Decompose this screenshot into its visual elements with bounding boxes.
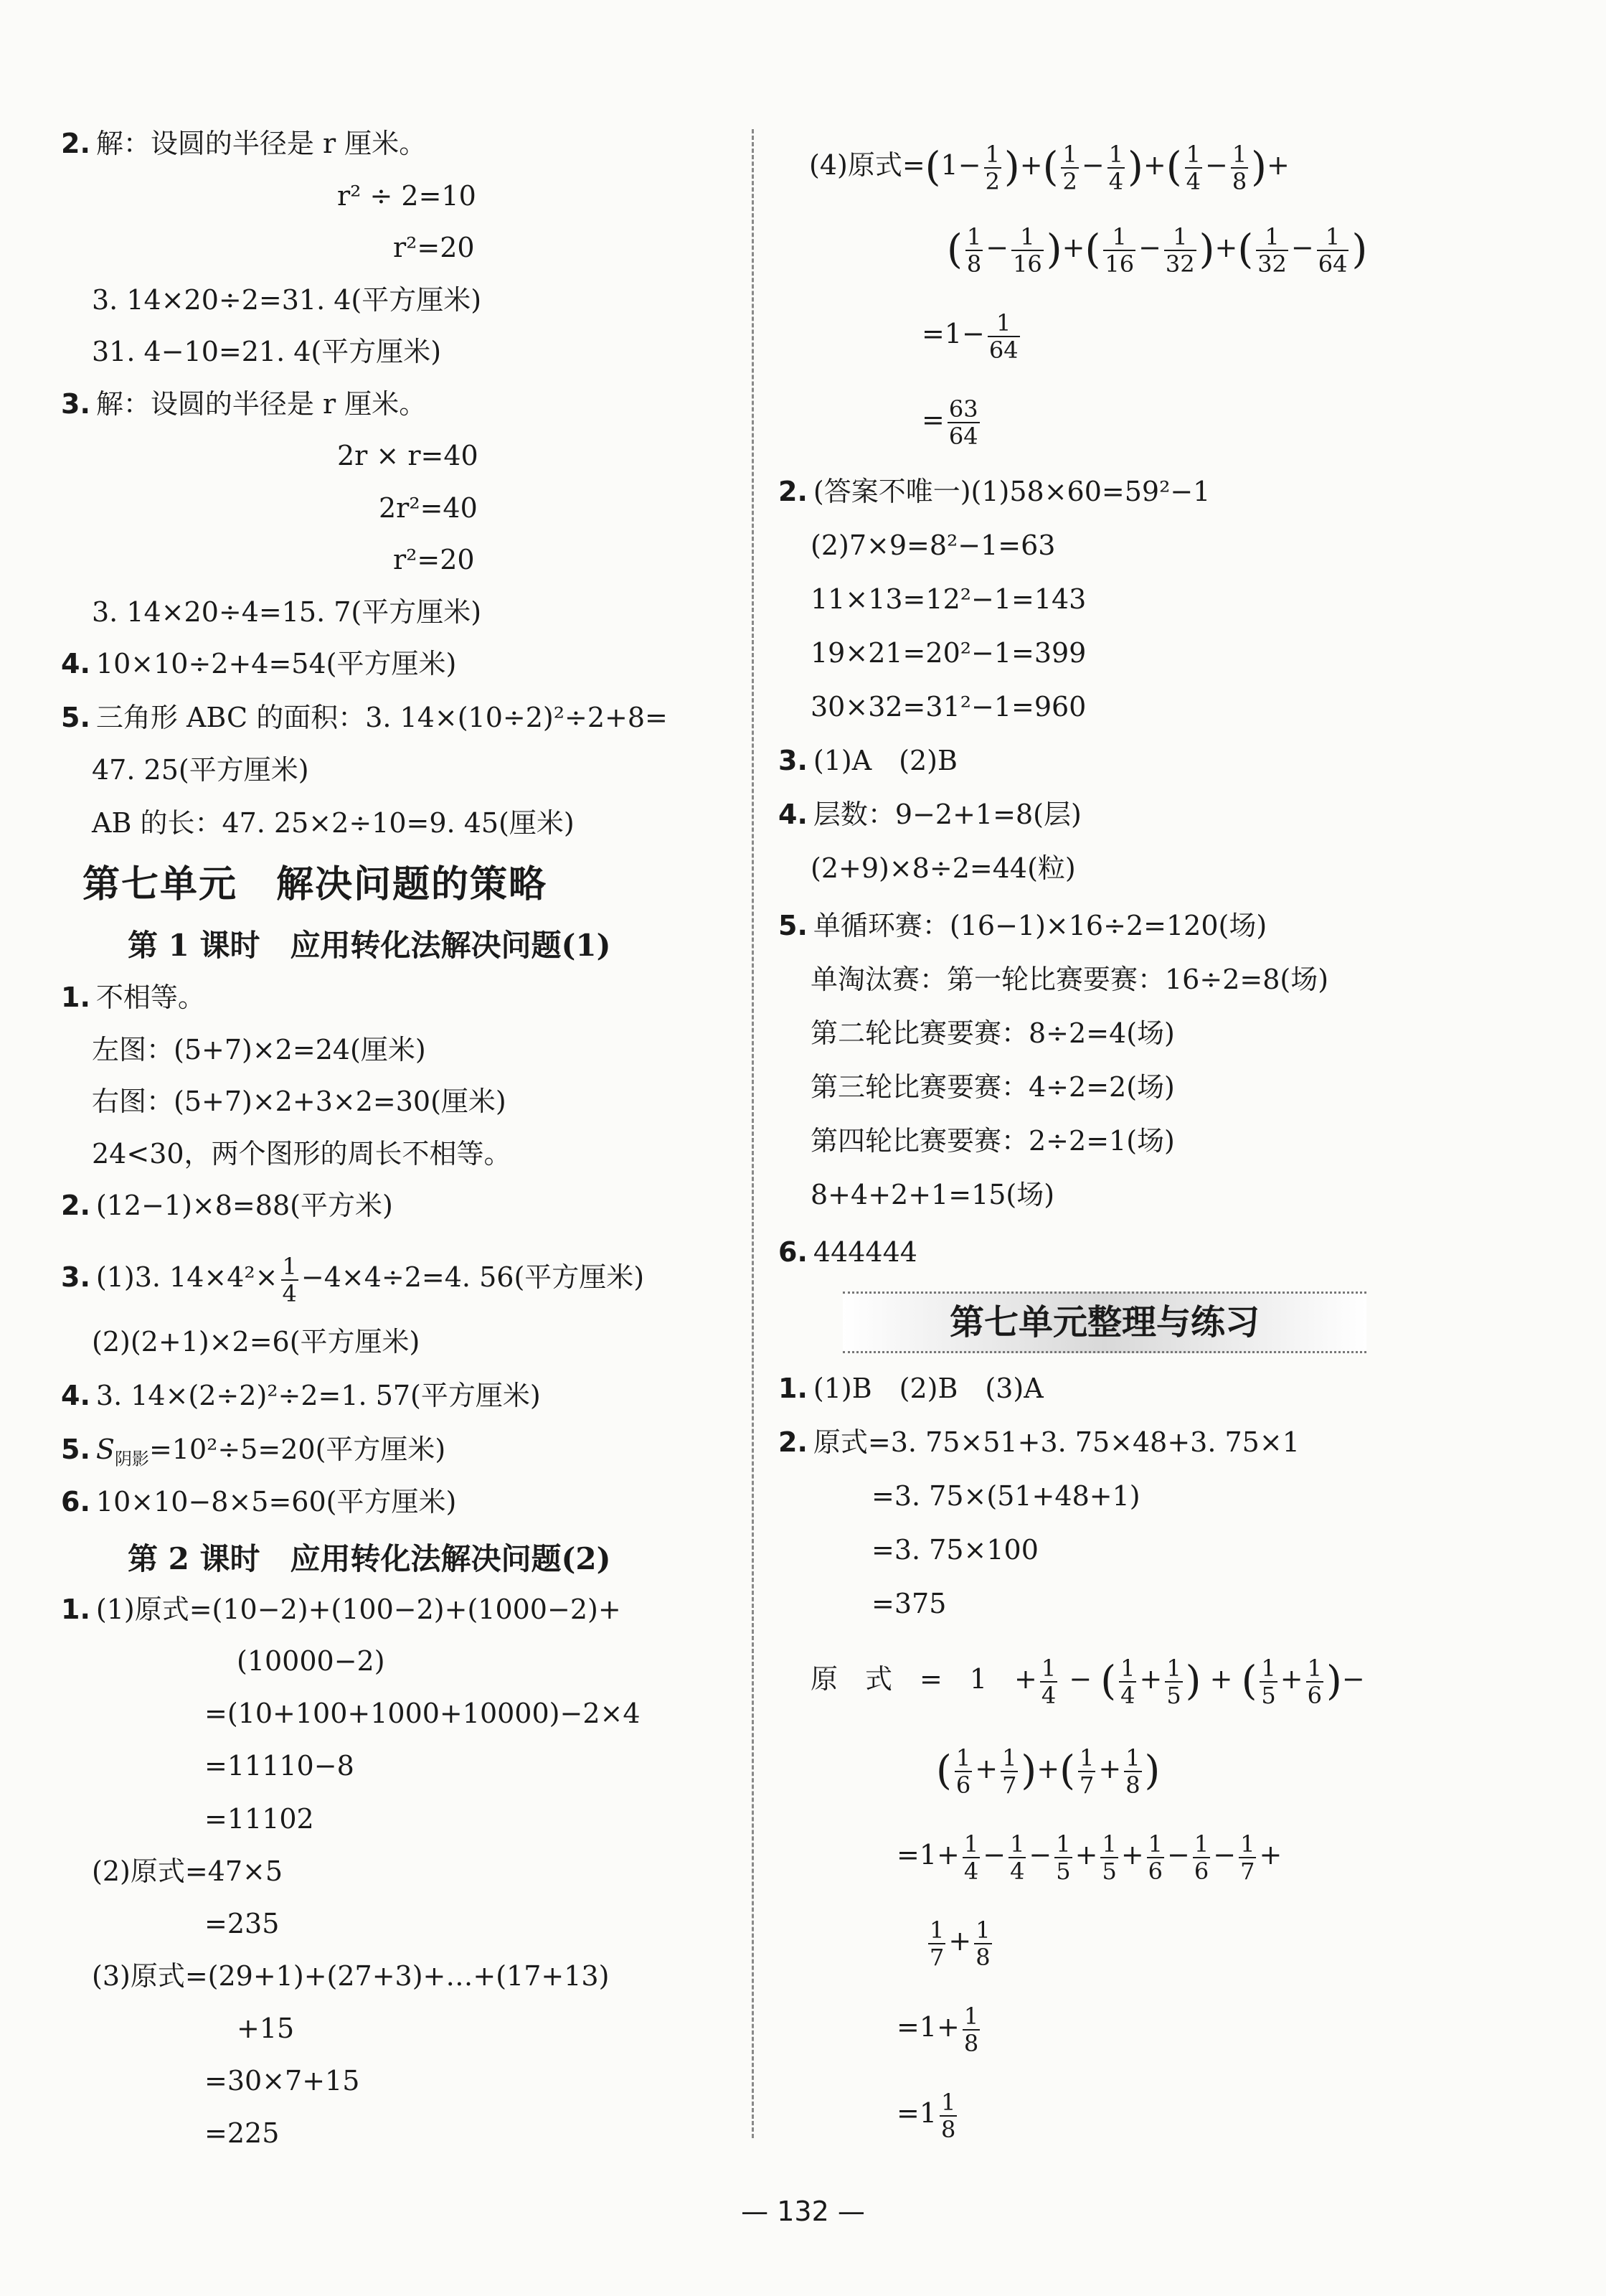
fraction: $\frac{1}{2}$ [1062,140,1077,195]
s-q3-l4: $\frac{1}{7}$ + $\frac{1}{8}$ [930,1916,991,1971]
fraction: $\frac{1}{16}$ [1013,222,1042,278]
fraction: $\frac{1}{6}$ [1148,1830,1163,1885]
r-q5-l1: 5. 单循环赛：(16−1)×16÷2=120(场) [778,910,1267,941]
fraction: $\frac{1}{2}$ [985,140,1000,195]
problem-3-intro: 3. 解：设圆的半径是 r 厘米。 [61,388,427,420]
p2-eq1: r² ÷ 2=10 [337,180,476,212]
s-q2-l2: =3. 75×(51+48+1) [872,1480,1140,1512]
l2-q1-c4: =225 [204,2117,280,2149]
l1-q1-concl: 24<30，两个图形的周长不相等。 [92,1138,511,1170]
fraction: $\frac{1}{7}$ [1240,1830,1255,1885]
p3-eq4: 3. 14×20÷4=15. 7(平方厘米) [92,596,482,628]
l2-q1-a4: =11110−8 [204,1750,354,1782]
l2-q1-b2: =235 [204,1908,280,1939]
l1-q1-right: 右图：(5+7)×2+3×2=30(厘米) [92,1086,506,1117]
fraction: $\frac{1}{16}$ [1105,222,1135,278]
p2-eq4: 31. 4−10=21. 4(平方厘米) [92,336,442,367]
fraction: $\frac{1}{6}$ [1194,1830,1209,1885]
r-q5-l4: 第三轮比赛要赛：4÷2=2(场) [811,1071,1175,1103]
l2-q1-a2: (10000−2) [237,1645,385,1677]
l2-q1-a1: 1. (1)原式=(10−2)+(100−2)+(1000−2)+ [61,1594,621,1625]
fraction: $\frac{1}{4}$ [1186,140,1201,195]
r-q5-l6: 8+4+2+1=15(场) [811,1179,1055,1210]
l2-q1-b1: (2)原式=47×5 [92,1855,283,1887]
l1-q1-left: 左图：(5+7)×2=24(厘米) [92,1034,426,1065]
fraction: $\frac{1}{7}$ [930,1916,945,1971]
s-q1: 1. (1)B (2)B (3)A [778,1373,1044,1404]
p3-eq1: 2r × r=40 [337,440,478,471]
p3-eq2: 2r²=40 [379,492,478,524]
l2-q1-a3: =(10+100+1000+10000)−2×4 [204,1698,641,1729]
r-q3: 3. (1)A (2)B [778,745,958,776]
section-title-banner: 第七单元整理与练习 [843,1292,1366,1353]
s-q2-l3: =3. 75×100 [872,1534,1039,1566]
column-divider [752,129,754,2138]
q4-row2: ( $\frac{1}{8}$ − $\frac{1}{16}$ )+( $\frac{1}{16}$ − $\frac{1}{32}$ )+( $\frac{1}{32}$ − $\frac{1}{64}$ ) [947,222,1368,278]
p2-eq3: 3. 14×20÷2=31. 4(平方厘米) [92,284,482,316]
l1-q6: 6. 10×10−8×5=60(平方厘米) [61,1486,457,1518]
s-q3-l3: =1+ $\frac{1}{4}$ − $\frac{1}{4}$ − $\frac{1}{5}$ + $\frac{1}{5}$ + $\frac{1}{6}$ − $\frac{1}{6}$ − $\frac{1}{7}$ + [897,1830,1283,1885]
problem-5-line2: 47. 25(平方厘米) [92,754,309,786]
q4-row3: =1− $\frac{1}{64}$ [922,309,1019,364]
r-q2-l5: 30×32=31²−1=960 [811,691,1087,723]
l1-q3-b: (2)(2+1)×2=6(平方厘米) [92,1326,420,1358]
fraction: $\frac{1}{4}$ [1120,1654,1135,1709]
s-q3-l5: =1+ $\frac{1}{8}$ [897,2002,979,2057]
fraction: $\frac{1}{5}$ [1166,1654,1181,1709]
q4-row1: (4)原式=(1− $\frac{1}{2}$ )+( $\frac{1}{2}$ − $\frac{1}{4}$ )+( $\frac{1}{4}$ − $\frac{1}{8}$ )+ [809,140,1290,195]
l2-q1-c3: =30×7+15 [204,2065,360,2097]
r-q5-l5: 第四轮比赛要赛：2÷2=1(场) [811,1125,1175,1157]
fraction: $\frac{1}{7}$ [1079,1744,1095,1799]
problem-5-line1: 5. 三角形 ABC 的面积：3. 14×(10÷2)²÷2+8= [61,702,668,733]
s-q3-l2: ( $\frac{1}{6}$ + $\frac{1}{7}$ )+( $\frac{1}{7}$ + $\frac{1}{8}$ ) [936,1744,1161,1799]
fraction: $\frac{1}{6}$ [1307,1654,1322,1709]
fraction: $\frac{1}{8}$ [963,2002,979,2057]
problem-4: 4. 10×10÷2+4=54(平方厘米) [61,648,457,679]
l1-q4: 4. 3. 14×(2÷2)²÷2=1. 57(平方厘米) [61,1380,541,1411]
problem-2-intro: 2. 解：设圆的半径是 r 厘米。 [61,128,427,159]
r-q5-l2: 单淘汰赛：第一轮比赛要赛：16÷2=8(场) [811,964,1329,995]
l1-q3-a: 3. (1)3. 14×4²× $\frac{1}{4}$ −4×4÷2=4. 56(平方厘米) [61,1252,645,1307]
p3-eq3: r²=20 [393,544,475,575]
l2-q1-c2: +15 [237,2013,295,2044]
fraction: $\frac{1}{8}$ [976,1916,991,1971]
fraction: $\frac{1}{7}$ [1002,1744,1017,1799]
r-q6: 6. 444444 [778,1236,917,1268]
s-q2-l1: 2. 原式=3. 75×51+3. 75×48+3. 75×1 [778,1426,1300,1458]
fraction: $\frac{1}{5}$ [1261,1654,1276,1709]
fraction: $\frac{1}{8}$ [966,222,982,278]
lesson-2-title: 第 2 课时 应用转化法解决问题(2) [128,1541,611,1576]
fraction: $\frac{1}{4}$ [1041,1654,1057,1709]
fraction: $\frac{1}{32}$ [1165,222,1195,278]
r-q5-l3: 第二轮比赛要赛：8÷2=4(场) [811,1017,1175,1049]
fraction: $\frac{1}{4}$ [1010,1830,1025,1885]
l2-q1-c1: (3)原式=(29+1)+(27+3)+…+(17+13) [92,1960,610,1992]
fraction: $\frac{1}{8}$ [1232,140,1247,195]
r-q2-l1: 2. (答案不唯一)(1)58×60=59²−1 [778,476,1211,507]
s-q3-l6: =1 $\frac{1}{8}$ [897,2088,956,2143]
problem-5-line3: AB 的长：47. 25×2÷10=9. 45(厘米) [92,807,575,839]
fraction: $\frac{1}{64}$ [1318,222,1348,278]
p2-eq2: r²=20 [393,232,475,263]
fraction: $\frac{1}{6}$ [955,1744,971,1799]
fraction: $\frac{1}{4}$ [282,1252,297,1307]
fraction: $\frac{1}{4}$ [1108,140,1124,195]
r-q2-l3: 11×13=12²−1=143 [811,583,1087,615]
fraction: $\frac{1}{4}$ [963,1830,979,1885]
r-q4-l1: 4. 层数：9−2+1=8(层) [778,799,1082,830]
s-q2-l4: =375 [872,1588,947,1619]
lesson-1-title: 第 1 课时 应用转化法解决问题(1) [128,928,611,963]
l1-q2: 2. (12−1)×8=88(平方米) [61,1190,393,1221]
fraction: $\frac{1}{5}$ [1056,1830,1071,1885]
q4-row4: = $\frac{63}{64}$ [922,395,978,450]
r-q2-l4: 19×21=20²−1=399 [811,637,1087,669]
r-q4-l2: (2+9)×8÷2=44(粒) [811,852,1076,884]
fraction: $\frac{1}{32}$ [1257,222,1287,278]
page-number: — 132 — [741,2196,865,2227]
l1-q5: 5. $S_{阴影}=10^2\div 5=20$(平方厘米) [61,1434,446,1469]
l1-q1: 1. 不相等。 [61,982,205,1013]
fraction: $\frac{1}{5}$ [1102,1830,1117,1885]
r-q2-l2: (2)7×9=8²−1=63 [811,530,1056,561]
unit-title: 第七单元 解决问题的策略 [82,862,548,906]
fraction: $\frac{1}{8}$ [941,2088,956,2143]
fraction: $\frac{63}{64}$ [948,395,978,450]
fraction: $\frac{1}{8}$ [1125,1744,1140,1799]
fraction: $\frac{1}{64}$ [988,309,1019,364]
l2-q1-a5: =11102 [204,1803,314,1835]
s-q3-l1: 原 式 = 1 + $\frac{1}{4}$ − ( $\frac{1}{4}$ + $\frac{1}{5}$ ) + ( $\frac{1}{5}$ + $\frac{1}{6}$ )− [811,1654,1365,1709]
